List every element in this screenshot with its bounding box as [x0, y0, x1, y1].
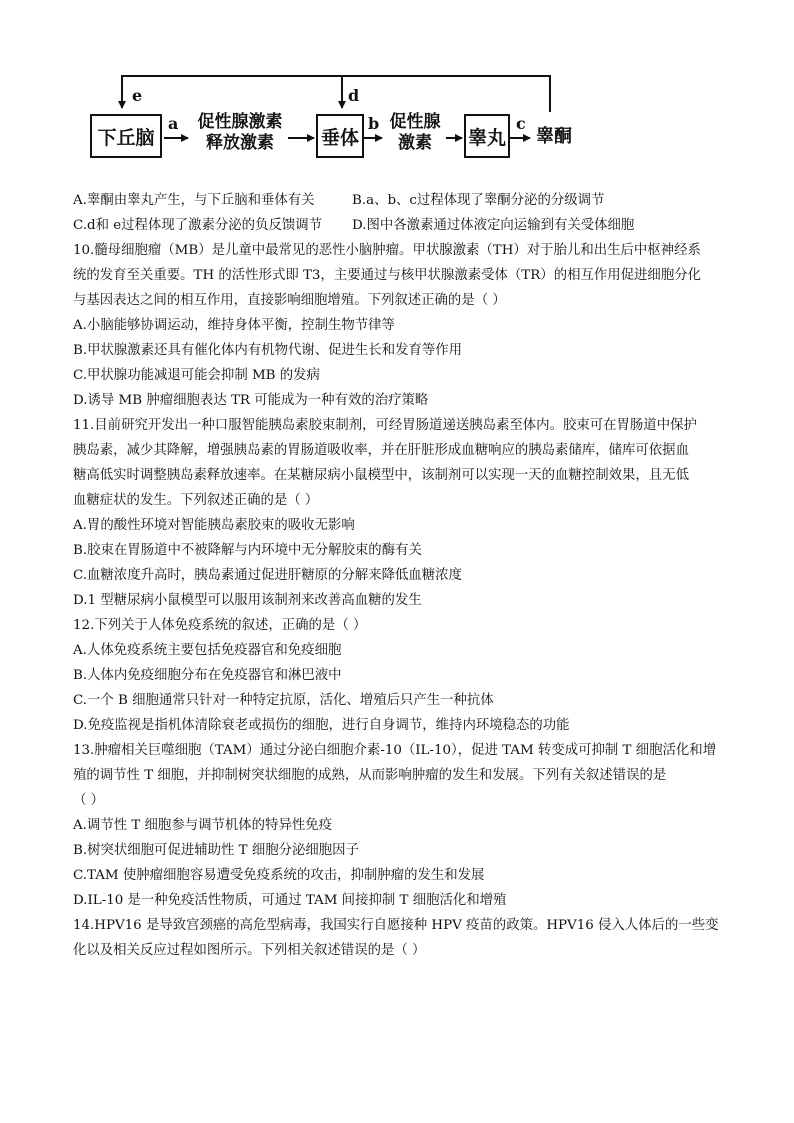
q12-option-a: A.人体免疫系统主要包括免疫器官和免疫细胞 [73, 643, 342, 658]
q9-option-d: D.图中各激素通过体液定向运输到有关受体细胞 [352, 218, 635, 233]
label-e: e [132, 86, 143, 105]
q12-option-d: D.免疫监视是指机体清除衰老或损伤的细胞，进行自身调节，维持内环境稳态的功能 [73, 718, 570, 733]
q11-option-b: B.胶束在胃肠道中不被降解与内环境中无分解胶束的酶有关 [73, 543, 422, 558]
q9-option-c: C.d和 e过程体现了激素分泌的负反馈调节 [73, 218, 323, 233]
q9-option-a: A.睾酮由睾丸产生，与下丘脑和垂体有关 [73, 193, 315, 208]
pituitary-box: 垂体 [316, 114, 364, 158]
gonadotropin-line-1: 促性腺 [389, 112, 441, 132]
q14-stem-line: 14.HPV16 是导致宫颈癌的高危型病毒，我国实行自愿接种 HPV 疫苗的政策。HPV16 侵入人体后的一些变 [73, 918, 719, 933]
q11-option-d: D.1 型糖尿病小鼠模型可以服用该制剂来改善高血糖的发生 [73, 593, 422, 608]
q10-stem-line: 10.髓母细胞瘤（MB）是儿童中最常见的恶性小脑肿瘤。甲状腺激素（TH）对于胎儿和出生后中枢神经系 [73, 243, 701, 258]
q13-stem-line: 殖的调节性 T 细胞，并抑制树突状细胞的成熟，从而影响肿瘤的发生和发展。下列有关叙述错误的是 [73, 768, 667, 783]
q10-option-b: B.甲状腺激素还具有催化体内有机物代谢、促进生长和发育等作用 [73, 343, 463, 358]
gnrh-line-1: 促性腺激素 [197, 112, 283, 132]
q10-option-d: D.诱导 MB 肿瘤细胞表达 TR 可能成为一种有效的治疗策略 [73, 393, 429, 408]
q14-stem-line: 化以及相关反应过程如图所示。下列相关叙述错误的是（ ） [73, 943, 426, 958]
label-a: a [168, 114, 179, 133]
q12-stem-line: 12.下列关于人体免疫系统的叙述，正确的是（ ） [73, 618, 367, 633]
q9-options-row-1 [73, 188, 723, 213]
q12-option-c: C.一个 B 细胞通常只针对一种特定抗原，活化、增殖后只产生一种抗体 [73, 693, 494, 708]
gnrh-line-2: 释放激素 [206, 133, 274, 153]
q10-stem-line: 统的发育至关重要。TH 的活性形式即 T3，主要通过与核甲状腺激素受体（TR）的相互作用促进细胞分化 [73, 268, 701, 283]
q11-stem-line: 糖高低实时调整胰岛素释放速率。在某糖尿病小鼠模型中，该制剂可以实现一天的血糖控制效果，且无低 [73, 468, 689, 483]
q13-option-a: A.调节性 T 细胞参与调节机体的特异性免疫 [73, 818, 333, 833]
question-text [73, 188, 723, 963]
label-c: c [516, 114, 526, 133]
q11-stem-line: 胰岛素，减少其降解，增强胰岛素的胃肠道吸收率，并在肝脏形成血糖响应的胰岛素储库，储库可依据血 [73, 443, 689, 458]
q11-stem-line: 血糖症状的发生。下列叙述正确的是（ ） [73, 493, 319, 508]
q10-option-a: A.小脑能够协调运动，维持身体平衡，控制生物节律等 [73, 318, 395, 333]
q13-stem-line: （ ） [73, 793, 105, 808]
testosterone-label: 睾酮 [536, 126, 572, 147]
label-d: d [348, 86, 360, 105]
gnrh-label [192, 112, 288, 154]
hormone-regulation-diagram [88, 70, 608, 172]
gonadotropin-line-2: 激素 [398, 133, 432, 153]
q10-stem-line: 与基因表达之间的相互作用，直接影响细胞增殖。下列叙述正确的是（ ） [73, 293, 506, 308]
q12-option-b: B.人体内免疫细胞分布在免疫器官和淋巴液中 [73, 668, 342, 683]
q13-stem-line: 13.肿瘤相关巨噬细胞（TAM）通过分泌白细胞介素-10（IL-10），促进 TAM 转变成可抑制 T 细胞活化和增 [73, 743, 717, 758]
q13-option-b: B.树突状细胞可促进辅助性 T 细胞分泌细胞因子 [73, 843, 359, 858]
q9-options-row-2 [73, 213, 723, 238]
testis-box: 睾丸 [464, 114, 510, 158]
hypothalamus-box: 下丘脑 [90, 114, 162, 158]
q11-stem-line: 11.目前研究开发出一种口服智能胰岛素胶束制剂，可经胃肠道递送胰岛素至体内。胶束可在胃肠道中保护 [73, 418, 697, 433]
q10-option-c: C.甲状腺功能减退可能会抑制 MB 的发病 [73, 368, 320, 383]
gonadotropin-label [384, 112, 446, 154]
q13-option-c: C.TAM 使肿瘤细胞容易遭受免疫系统的攻击，抑制肿瘤的发生和发展 [73, 868, 485, 883]
label-b: b [368, 114, 380, 133]
q13-option-d: D.IL-10 是一种免疫活性物质，可通过 TAM 间接抑制 T 细胞活化和增殖 [73, 893, 507, 908]
q11-option-c: C.血糖浓度升高时，胰岛素通过促进肝糖原的分解来降低血糖浓度 [73, 568, 462, 583]
q11-option-a: A.胃的酸性环境对智能胰岛素胶束的吸收无影响 [73, 518, 355, 533]
q9-option-b: B.a、b、c过程体现了睾酮分泌的分级调节 [352, 193, 605, 208]
